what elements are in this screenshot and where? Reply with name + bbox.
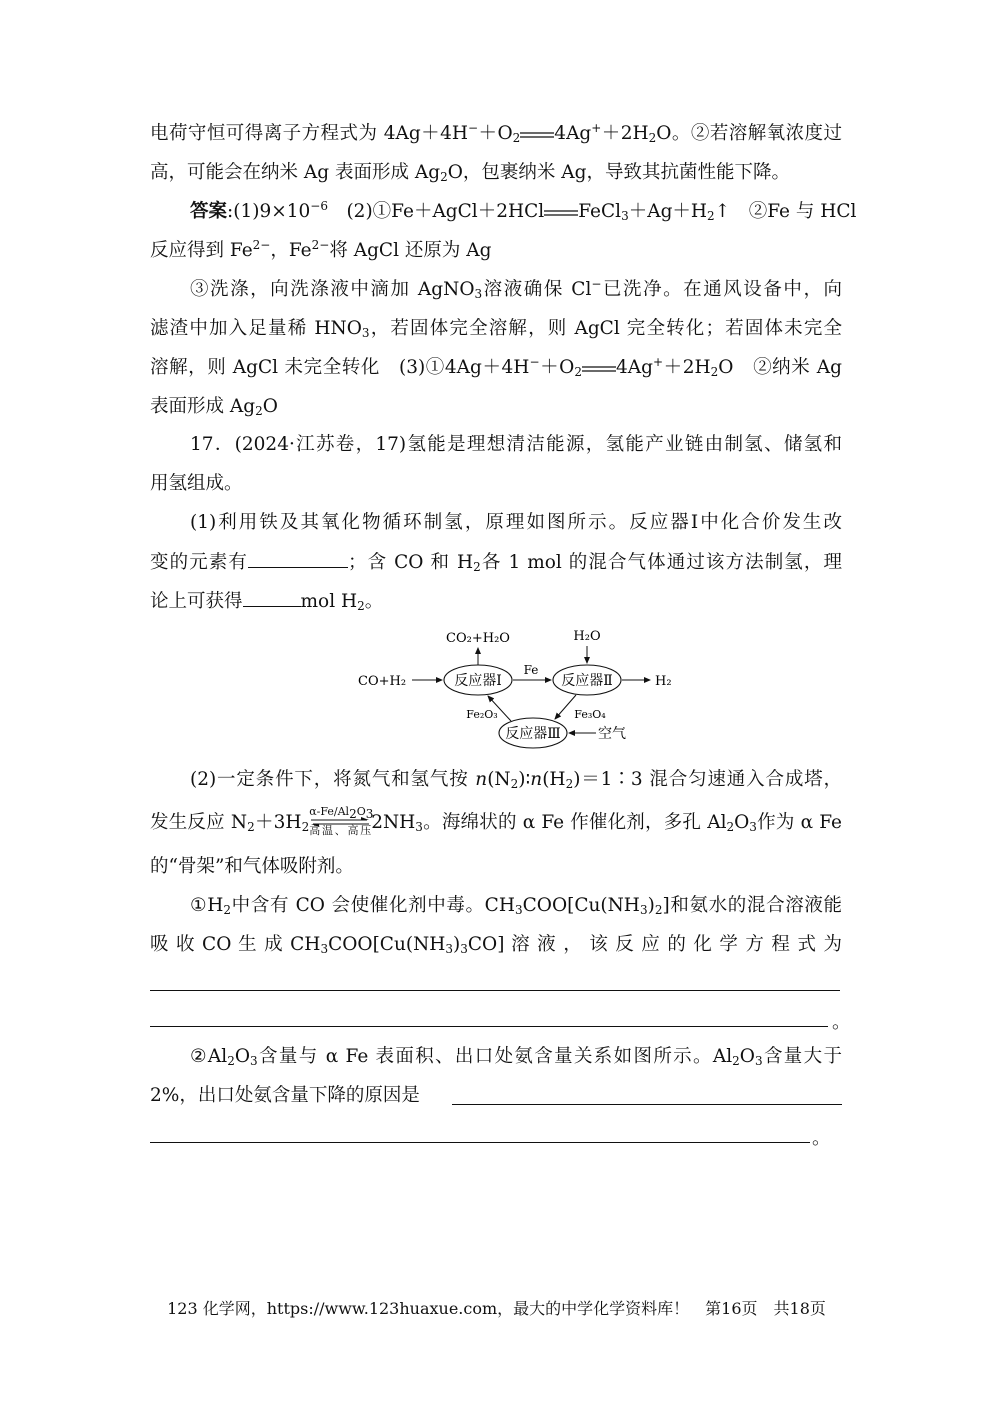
period-mark: 。	[832, 1012, 851, 1033]
co2-h2o-label: CO₂+H₂O	[446, 631, 510, 646]
arrow-fe3o4	[555, 695, 576, 719]
period-mark-2: 。	[812, 1128, 831, 1149]
answer-line-1: 答案$:(1)9\times 10^{-6}$ (2)①Fe＋AgCl＋2HCl $FeCl_3+Ag+H_2↑$ ②Fe 与 HCl	[190, 199, 857, 223]
answer-line-blank-3[interactable]	[452, 1104, 842, 1105]
answer-line-blank-4[interactable]	[150, 1142, 810, 1143]
air-label: 空气	[598, 726, 626, 742]
sub-question-1: $①H_2$中含有 CO 会使催化剂中毒。$CH_3COO[Cu(NH_3)_2]$和氨水的混合溶液能	[190, 895, 843, 917]
question-part-1: (1)利用铁及其氧化物循环制氢，原理如图所示。反应器Ⅰ中化合价发生改	[190, 512, 842, 533]
text-line-16: 的“骨架”和气体吸附剂。	[150, 856, 354, 877]
text-line-12: 变的元素有 ；含 CO 和 $H_2$各 1 mol 的混合气体通过该方法制氢，理	[150, 552, 842, 574]
question-part-2: (2)一定条件下，将氮气和氢气按 $n(N_2)∶n(H_2)=1∶3$ 混合匀速通入合成塔，	[190, 769, 843, 791]
answer-label: 答案	[190, 201, 228, 222]
h2o-label: H₂O	[573, 629, 601, 644]
answer-line-6: 表面形成 $Ag_2O$	[150, 396, 278, 418]
reactor-cycle-diagram	[350, 624, 690, 752]
equals-sign	[520, 123, 554, 145]
answer-line-5: 溶解，则 AgCl 未完全转化 $(3)①4Ag+4H^-+O_2$ $4Ag^++2H_2O$ ②纳米 Ag	[150, 355, 842, 379]
fe3o4-label: Fe₃O₄	[574, 708, 606, 721]
answer-line-4: 滤渣中加入足量稀 $HNO_3$，若固体完全溶解，则 AgCl 完全转化；若固体未完全	[150, 318, 842, 340]
fe-label: Fe	[523, 663, 539, 677]
question-17-header: 17．(2024·江苏卷，17)氢能是理想清洁能源，氢能产业链由制氢、储氢和	[190, 434, 842, 455]
answer-blank-1[interactable]	[248, 551, 348, 568]
h2-label: H₂	[655, 674, 672, 689]
text-line-13: 论上可获得 mol $H_2$。	[150, 591, 384, 613]
text-line-18: 吸 收 CO 生 成 $CH_3COO[Cu(NH_3)_3CO]$ 溶 液 ， 该 反 应 的 化 学 方 程 式 为	[150, 934, 842, 956]
double-line-icon	[520, 131, 554, 139]
co-h2-label: CO+H₂	[358, 674, 407, 689]
text-line-15: 发生反应 $N_2+3H_2$ $\alpha-Fe/Al_2O_3$ 高温、高压 $2NH_3$。海绵状的 α Fe 作催化剂，多孔 $Al_2O_3$作为 α Fe	[150, 805, 842, 837]
text-line-1: 电荷守恒可得离子方程式为 $4Ag+4H^-+O_2$ $4Ag^++2H_2O$。②若溶解氧浓度过	[150, 121, 843, 145]
answer-line-blank-1[interactable]	[150, 990, 840, 991]
answer-line-3: ③洗涤，向洗涤液中滴加 AgNO$_3$溶液确保 Cl−已洗净。在通风设备中，向	[190, 277, 842, 301]
equals-sign	[582, 357, 616, 379]
reactor-2-label: 反应器Ⅱ	[561, 673, 613, 689]
text-line-10: 用氢组成。	[150, 473, 243, 494]
answer-line-2: 反应得到 $Fe^{2-}$，$Fe^{2-}$将 AgCl 还原为 Ag	[150, 238, 492, 261]
page-footer: 123 化学网，https://www.123huaxue.com，最大的中学化学资料库！ 第16页 共18页	[167, 1299, 826, 1318]
equals-sign	[544, 201, 578, 223]
sub-question-2: $②Al_2O_3$含量与 α Fe 表面积、出口处氨含量关系如图所示。$Al_2O_3$含量大于	[190, 1046, 842, 1068]
reactor-1-label: 反应器Ⅰ	[454, 673, 502, 689]
text-line-22: 2%，出口处氨含量下降的原因是	[150, 1085, 420, 1106]
answer-line-blank-2[interactable]	[150, 1026, 828, 1027]
text-line-2: 高，可能会在纳米 Ag 表面形成 $Ag_2O$，包裹纳米 Ag，导致其抗菌性能下降。	[150, 162, 790, 184]
fe2o3-label: Fe₂O₃	[466, 708, 498, 721]
reactor-3-label: 反应器Ⅲ	[505, 726, 561, 742]
reversible-arrow: $\alpha-Fe/Al_2O_3$ 高温、高压	[309, 805, 374, 837]
answer-blank-2[interactable]	[243, 590, 301, 607]
